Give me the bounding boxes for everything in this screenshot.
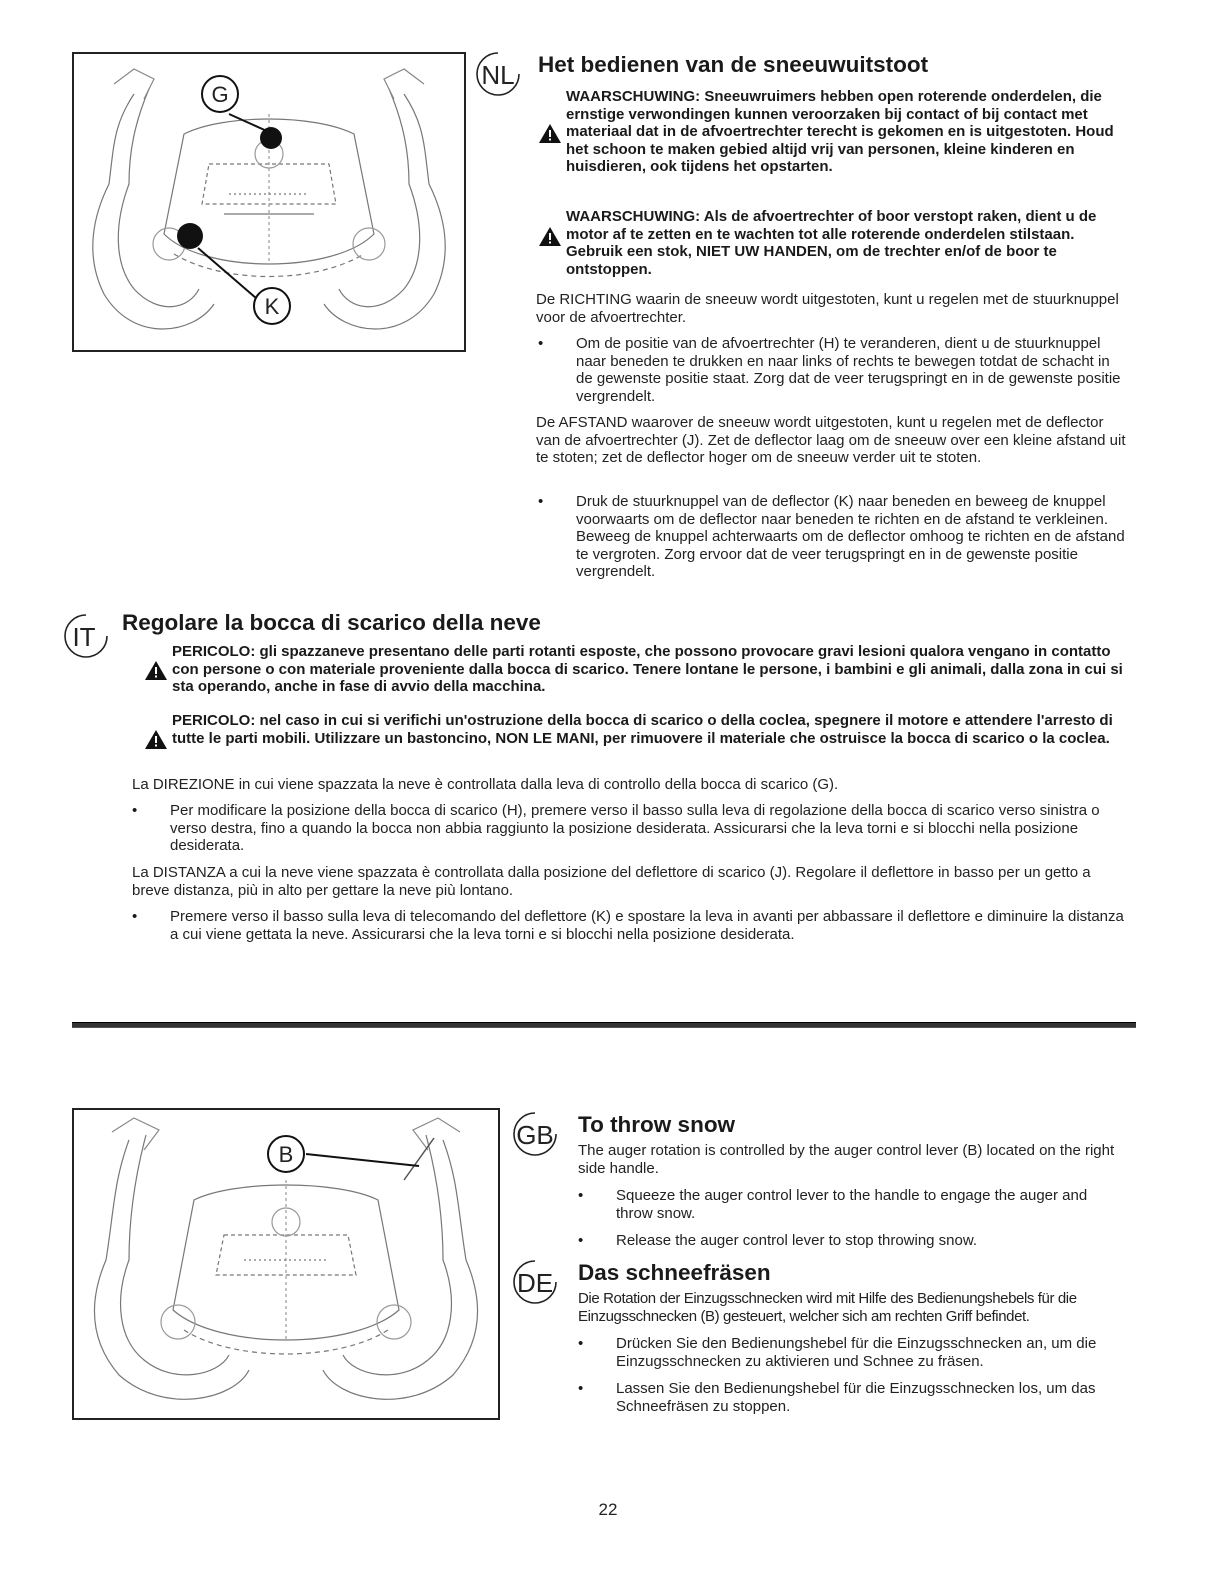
de-bullet-1 — [578, 1335, 1126, 1370]
it-bullet-1-text: Per modificare la posizione della bocca di scarico (H), premere verso il basso sulla leva di regolazione della bocca di scarico verso sinistra o verso destra, fino a quando la bocca non abbia raggiunto la posizione desiderata. Assicurarsi che la leva torni e si blocchi nella posizione desiderata. — [170, 802, 1100, 854]
warning-triangle-icon — [538, 123, 562, 144]
it-warning-1-text: PERICOLO: gli spazzaneve presentano delle parti rotanti esposte, che possono provocare gravi lesioni qualora vengano in contatto con persone o con materiale proveniente dalla bocca di scarico. Tenere lontane le persone, i bambini e gli animali, dalla zona in cui si sta operando, anche in fase di avvio della macchina. — [172, 643, 1123, 695]
label-k: K — [264, 294, 280, 319]
nl-bullet-2 — [536, 493, 1126, 581]
it-bullet-2 — [132, 908, 1128, 943]
badge-nl — [474, 50, 518, 94]
bullet-dot: • — [578, 1187, 584, 1204]
nl-warning-2-text: WAARSCHUWING: Als de afvoertrechter of boor verstopt raken, dient u de motor af te zetten en te wachten tot alle roterende onderdelen stilstaan. Gebruik een stok, NIET UW HANDEN, om de trechter en/of de boor te ontstoppen. — [566, 208, 1097, 278]
badge-gb — [510, 1110, 554, 1154]
gb-bullet-1 — [578, 1187, 1126, 1222]
nl-warning-2 — [538, 208, 1124, 278]
de-title: Das schneefräsen — [578, 1260, 771, 1285]
badge-it — [62, 612, 106, 656]
nl-title: Het bedienen van de sneeuwuitstoot — [538, 52, 929, 77]
gb-bullet-1-text: Squeeze the auger control lever to the handle to engage the auger and throw snow. — [616, 1187, 1088, 1222]
bullet-dot: • — [538, 335, 544, 352]
it-paragraph-2: La DISTANZA a cui la neve viene spazzata è controllata dalla posizione del deflettore di scarico (J). Regolare il deflettore in basso per un getto a breve distanza, più in alto per gettare la neve più lontano. — [132, 864, 1091, 899]
handlebar-illustration — [74, 1110, 498, 1418]
de-bullet-2-text: Lassen Sie den Bedienungshebel für die Einzugsschnecken los, um das Schneefräsen zu stoppen. — [616, 1380, 1096, 1415]
it-bullet-2-text: Premere verso il basso sulla leva di telecomando del deflettore (K) e spostare la leva in avanti per abbassare il deflettore e diminuire la distanza a cui viene gettata la neve. Assicurarsi che la leva torni e si blocchi nella posizione desiderata. — [170, 908, 1124, 943]
section-divider — [72, 1022, 1136, 1028]
label-b: B — [278, 1142, 294, 1167]
de-bullet-2 — [578, 1380, 1126, 1415]
it-paragraph-1: La DIREZIONE in cui viene spazzata la neve è controllata dalla leva di controllo della bocca di scarico (G). — [132, 776, 839, 793]
nl-bullet-1 — [536, 335, 1126, 405]
bullet-dot: • — [132, 802, 138, 819]
badge-de-text: DE — [516, 1268, 554, 1298]
bullet-dot: • — [578, 1335, 584, 1352]
badge-gb-text: GB — [516, 1120, 554, 1150]
badge-nl-text: NL — [481, 60, 515, 90]
bullet-dot: • — [578, 1380, 584, 1397]
gb-bullet-2-text: Release the auger control lever to stop throwing snow. — [616, 1232, 978, 1249]
handlebar-illustration — [74, 54, 464, 350]
figure-chute-controls — [72, 52, 466, 352]
gb-paragraph-1: The auger rotation is controlled by the auger control lever (B) located on the right side handle. — [578, 1142, 1115, 1177]
it-warning-2-text: PERICOLO: nel caso in cui si verifichi un'ostruzione della bocca di scarico o della coclea, spegnere il motore e attendere l'arresto di tutte le parti mobili. Utilizzare un bastoncino, NON LE MANI, per rimuovere il materiale che ostruisce la bocca di scarico o la coclea. — [172, 712, 1113, 747]
it-bullet-1 — [132, 802, 1128, 855]
lever-k-dot — [177, 223, 203, 249]
figure-auger-lever — [72, 1108, 500, 1420]
label-g: G — [211, 82, 229, 107]
warning-triangle-icon — [144, 660, 168, 681]
it-title: Regolare la bocca di scarico della neve — [122, 610, 541, 635]
gb-bullet-2 — [578, 1232, 1126, 1250]
nl-bullet-1-text: Om de positie van de afvoertrechter (H) te veranderen, dient u de stuurknuppel naar beneden te drukken en naar links of rechts te bewegen totdat de schacht in de gewenste positie staat. Zorg dat de veer terugspringt en in de gewenste positie vergrendelt. — [576, 335, 1121, 405]
nl-paragraph-1: De RICHTING waarin de sneeuw wordt uitgestoten, kunt u regelen met de stuurknuppel voor de afvoertrechter. — [536, 291, 1119, 326]
nl-paragraph-2: De AFSTAND waarover de sneeuw wordt uitgestoten, kunt u regelen met de deflector van de afvoertrechter (J). Zet de deflector laag om de sneeuw over een kleine afstand uit te stoten; zet de deflector hoger om de sneeuw verder uit te stoten. — [536, 414, 1126, 466]
page-number: 22 — [598, 1500, 618, 1519]
de-bullet-1-text: Drücken Sie den Bedienungshebel für die Einzugsschnecken an, um die Einzugsschnecken zu aktivieren und Schnee zu fräsen. — [616, 1335, 1097, 1370]
warning-triangle-icon — [144, 729, 168, 750]
gb-title: To throw snow — [578, 1112, 736, 1137]
nl-bullet-2-text: Druk de stuurknuppel van de deflector (K) naar beneden en beweeg de knuppel voorwaarts om de deflector naar beneden te richten en de afstand te verkleinen. Beweeg de knuppel achterwaarts om de deflector omhoog te richten en de afstand te vergroten. Zorg ervoor dat de veer terugspringt en in de gewenste positie vergrendelt. — [576, 493, 1125, 580]
nl-warning-1 — [538, 88, 1124, 176]
warning-triangle-icon — [538, 226, 562, 247]
it-warning-2 — [144, 712, 1130, 750]
lever-g-dot — [260, 127, 282, 149]
badge-it-text: IT — [72, 622, 96, 652]
badge-de — [510, 1258, 554, 1302]
bullet-dot: • — [132, 908, 138, 925]
nl-warning-1-text: WAARSCHUWING: Sneeuwruimers hebben open roterende onderdelen, die ernstige verwondingen kunnen veroorzaken bij contact of bij contact met materiaal dat in de afvoertrechter terecht is gekomen en is uitgestoten. Houd het schoon te maken gebied altijd vrij van personen, kleine kinderen en huisdieren, ook tijdens het opstarten. — [566, 88, 1114, 175]
bullet-dot: • — [538, 493, 544, 510]
it-warning-1 — [144, 643, 1130, 696]
bullet-dot: • — [578, 1232, 584, 1249]
de-paragraph-1: Die Rotation der Einzugsschnecken wird mit Hilfe des Bedienungshebels für die Einzugsschnecken (B) gesteuert, welcher sich am rechten Griff befindet. — [578, 1290, 1077, 1325]
